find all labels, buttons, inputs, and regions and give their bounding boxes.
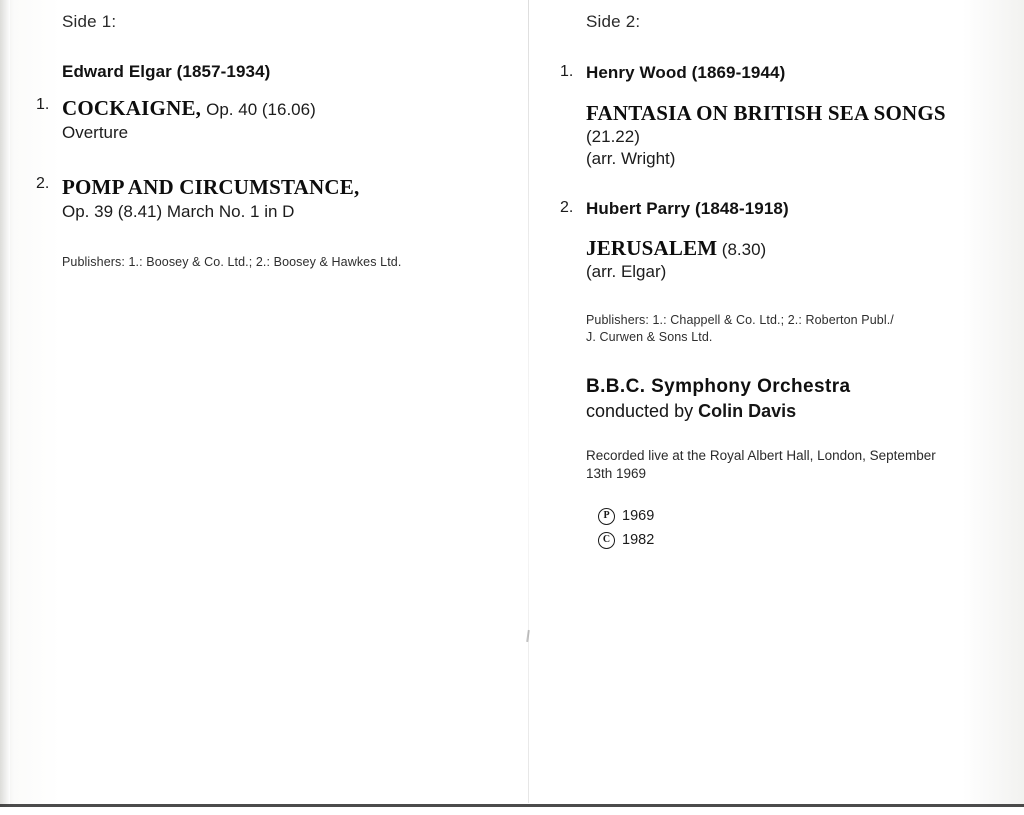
side-2-track-1-arranger: (arr. Wright) xyxy=(586,148,676,168)
page-bottom-margin xyxy=(0,807,1024,815)
side-1-composer-1: Edward Elgar (1857-1934) xyxy=(62,62,271,81)
side-2-composer-2: Hubert Parry (1848-1918) xyxy=(586,198,789,218)
side-2-track-1-number: 1. xyxy=(560,63,574,80)
side-2-column xyxy=(560,0,1006,551)
copyright-year: 1982 xyxy=(622,531,655,548)
orchestra-name: B.B.C. Symphony Orchestra xyxy=(586,376,851,398)
side-1-track-1-number: 1. xyxy=(36,96,50,113)
side-1-track-1-subtitle: Overture xyxy=(62,122,129,142)
phonogram-icon: P xyxy=(598,508,615,525)
conducted-by-label: conducted by xyxy=(586,401,699,422)
side-2-label: Side 2: xyxy=(586,12,641,31)
side-2-publishers-line-2: J. Curwen & Sons Ltd. xyxy=(586,330,713,345)
copyright-line xyxy=(598,530,1006,551)
side-2-track-1-duration: (21.22) xyxy=(586,126,640,146)
side-1-column xyxy=(36,0,512,271)
side-1-track-1 xyxy=(36,62,512,144)
copyright-icon: C xyxy=(598,532,615,549)
side-2-track-2-number: 2. xyxy=(560,198,574,216)
side-2-publishers-line-1: Publishers: 1.: Chappell & Co. Ltd.; 2.: Roberton Publ./ xyxy=(586,313,894,328)
recording-note-line-2: 13th 1969 xyxy=(586,466,647,482)
side-1-label: Side 1: xyxy=(62,12,117,31)
side-2-composer-1: Henry Wood (1869-1944) xyxy=(586,63,786,82)
side-1-publishers: Publishers: 1.: Boosey & Co. Ltd.; 2.: Boosey & Hawkes Ltd. xyxy=(62,254,402,269)
side-2-track-2 xyxy=(560,198,1006,284)
phonogram-line xyxy=(598,506,1006,527)
recording-note-line-1: Recorded live at the Royal Albert Hall, London, September xyxy=(586,448,936,464)
side-1-track-1-title: COCKAIGNE, xyxy=(62,96,202,120)
side-2-track-2-duration: (8.30) xyxy=(721,240,767,260)
side-1-track-2-number: 2. xyxy=(36,174,50,192)
phonogram-year: 1969 xyxy=(622,507,655,524)
insert-fold-line xyxy=(528,0,529,803)
side-1-track-2-subtitle: Op. 39 (8.41) March No. 1 in D xyxy=(62,201,295,221)
side-1-track-2-title: POMP AND CIRCUMSTANCE, xyxy=(62,174,360,199)
side-1-track-1-opus: Op. 40 (16.06) xyxy=(206,100,316,119)
side-2-track-1-title: FANTASIA ON BRITISH SEA SONGS xyxy=(586,100,946,125)
page-left-edge-shadow xyxy=(0,0,10,815)
side-2-track-2-title: JERUSALEM xyxy=(586,236,718,261)
side-2-track-1 xyxy=(560,62,1006,170)
conductor-name: Colin Davis xyxy=(698,401,797,422)
side-2-track-2-arranger: (arr. Elgar) xyxy=(586,262,667,282)
side-1-track-2 xyxy=(36,174,512,223)
